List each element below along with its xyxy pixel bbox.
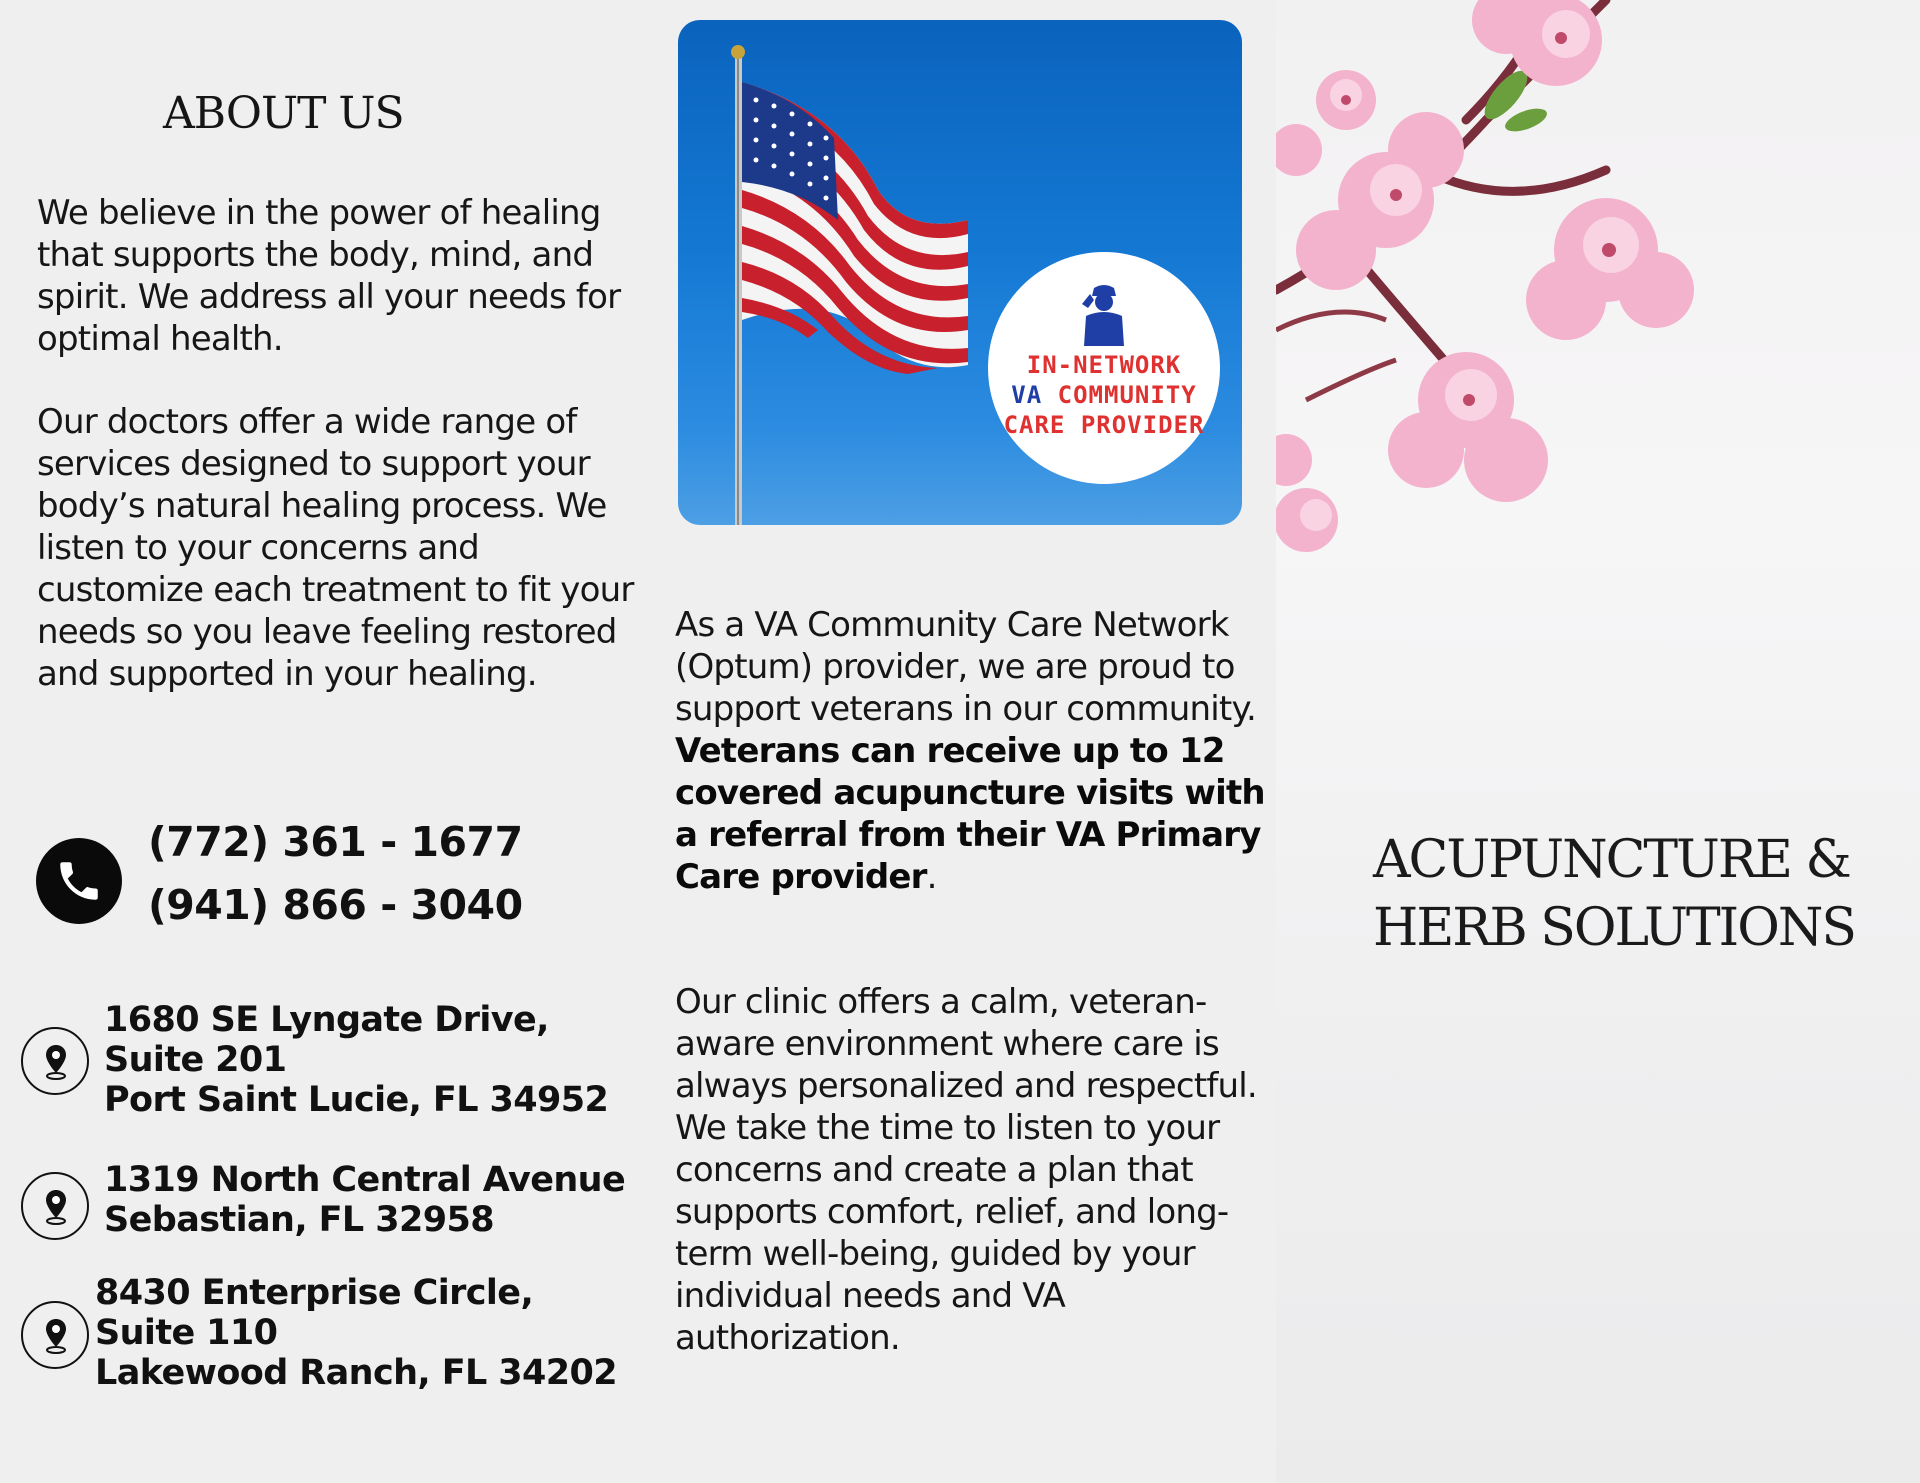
location-pin-icon: [21, 1301, 89, 1369]
phone-glyph: [54, 856, 104, 906]
va-paragraph-2: Our clinic offers a calm, veteran-aware environment where care is always personalized and respectful. We take the time to listen to your concerns and create a plan that supports comfort, relief, and long-term well-being, guided by your individual needs and VA authorization.: [675, 982, 1257, 1358]
address-line: 8430 Enterprise Circle,: [95, 1273, 534, 1313]
address-line: Sebastian, FL 32958: [104, 1200, 494, 1240]
address-line: Suite 201: [104, 1040, 287, 1080]
brand-line-1: ACUPUNCTURE &: [1373, 830, 1850, 890]
about-paragraph-1: We believe in the power of healing that supports the body, mind, and spirit. We address all your needs for optimal health.: [37, 193, 621, 359]
address-line: 1319 North Central Avenue: [104, 1160, 626, 1200]
phone-icon: [36, 838, 122, 924]
badge-community: COMMUNITY: [1057, 381, 1197, 409]
va-benefit-highlight: Veterans can receive up to 12 covered acupuncture visits with a referral from their VA Primary Care provider: [675, 731, 1265, 897]
address-line: Lakewood Ranch, FL 34202: [95, 1353, 618, 1393]
va-provider-badge: [988, 252, 1220, 484]
va-paragraph-1: [675, 604, 1265, 898]
about-paragraph-2: Our doctors offer a wide range of services designed to support your body’s natural healing process. We listen to your concerns and customize each treatment to fit your needs so you leave feeling restored and supported in your healing.: [37, 402, 634, 694]
va-paragraph-1-start: As a VA Community Care Network (Optum) provider, we are proud to support veterans in our community.: [675, 605, 1256, 729]
about-title: ABOUT US: [163, 88, 404, 139]
cover-panel: [1276, 0, 1920, 1483]
address-port-saint-lucie[interactable]: [104, 1000, 608, 1120]
badge-line-2: [988, 380, 1220, 410]
va-panel: [660, 0, 1276, 1483]
phone-number-1[interactable]: (772) 361 - 1677: [148, 818, 523, 866]
cherry-blossom-icon: [1276, 0, 1920, 640]
address-sebastian[interactable]: [104, 1160, 625, 1240]
brand-line-2: HERB SOLUTIONS: [1373, 898, 1855, 958]
brand-title: [1373, 826, 1855, 962]
badge-va: VA: [1011, 381, 1043, 409]
address-line: Suite 110: [95, 1313, 278, 1353]
location-pin-icon: [21, 1027, 89, 1095]
flag-photo: [678, 20, 1242, 525]
badge-line-1: IN-NETWORK: [1026, 351, 1182, 379]
va-paragraph-1-end: .: [926, 857, 937, 897]
badge-text: [988, 350, 1220, 440]
about-panel: [0, 0, 660, 1483]
address-line: 1680 SE Lyngate Drive,: [104, 1000, 549, 1040]
address-lakewood-ranch[interactable]: [95, 1273, 617, 1393]
saluting-soldier-icon: [1076, 282, 1132, 348]
address-line: Port Saint Lucie, FL 34952: [104, 1080, 609, 1120]
location-pin-icon: [21, 1172, 89, 1240]
phone-number-2[interactable]: (941) 866 - 3040: [148, 881, 523, 929]
badge-line-3: CARE PROVIDER: [1003, 411, 1205, 439]
